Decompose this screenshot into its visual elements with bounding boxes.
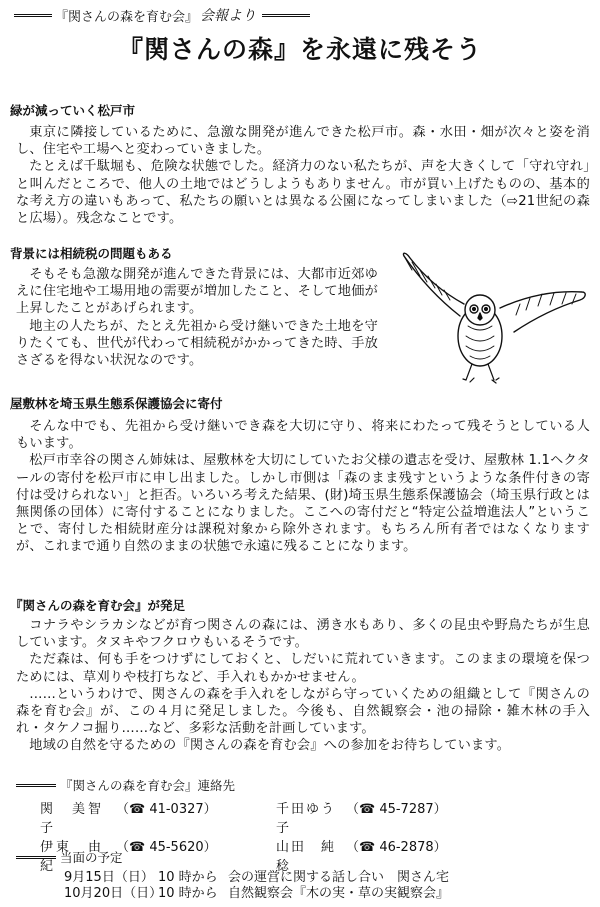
page-title: 『関さんの森』を永遠に残そう <box>117 35 482 64</box>
paragraph: そもそも急激な開発が進んできた背景には、大都市近郊ゆえに住宅地や工場用地の需要が増加したこと、そして地価が上昇したことがあげられます。 <box>16 267 378 317</box>
paragraph: 東京に隣接しているために、急激な開発が進んできた松戸市。森・水田・畑が次々と姿を消し、住宅や工場へと変わっていきました。 <box>16 125 590 158</box>
section-body-1 <box>16 124 590 227</box>
contact-name: 関 美智子 <box>40 802 105 836</box>
contact-name: 千田ゆう子 <box>276 802 337 836</box>
contact-row <box>40 800 580 838</box>
schedule-date: 10月20日（日） <box>64 886 163 901</box>
schedule-time: 10 時から <box>158 870 218 885</box>
header-org-name: 『関さんの森を育む会』 <box>55 9 199 25</box>
section-heading-3: 屋敷林を埼玉県生態系保護協会に寄付 <box>10 396 223 411</box>
header-rule-left <box>14 14 52 17</box>
contact-name: 伊東 由紀 <box>40 840 105 874</box>
section-body-4 <box>16 617 590 755</box>
section-heading-1: 緑が減っていく松戸市 <box>10 103 136 118</box>
schedule-row <box>64 870 594 886</box>
schedule-heading <box>16 848 123 866</box>
schedule-row <box>64 886 594 902</box>
paragraph: たとえば千駄堀も、危険な状態でした。経済力のない私たちが、声を大きくして「守れ守れ」と叫んだところで、他人の土地ではどうしようもありません。市が買い上げたものの、基本的な考え方の違いもあって、私たちの願いとは異なる公園になってしまいました（⇨21世紀の森と広場）。残念なことです。 <box>16 159 590 227</box>
paragraph: コナラやシラカシなどが育つ関さんの森には、湧き水もあり、多くの昆虫や野鳥たちが生息しています。タヌキやフクロウもいるそうです。 <box>16 618 590 651</box>
owl-icon <box>382 246 592 396</box>
paragraph: ……というわけで、関さんの森を手入れをしながら守っていくための組織として『関さんの森を育む会』が、この４月に発足しました。今後も、自然観察会・池の掃除・雑木林の手入れ・タケノコ掘り……など、多彩な活動を計画しています。 <box>16 686 590 737</box>
contact-phone: （☎ 41-0327） <box>116 802 217 817</box>
section-heading-2: 背景には相続税の問題もある <box>10 246 173 261</box>
section-body-3 <box>16 418 590 556</box>
schedule-date: 9月15日（日） <box>64 870 154 885</box>
schedule-event: 会の運営に関する話し合い 関さん宅 <box>228 870 450 885</box>
schedule-list <box>64 870 594 902</box>
contacts-heading <box>16 776 235 794</box>
paragraph: 松戸市幸谷の関さん姉妹は、屋敷林を大切にしていたお父様の遺志を受け、屋敷林 1.1ヘクタールの寄付を松戸市に申し出ました。しかし市側は「森のまま残すというような条件付きの寄付は受けられない」と拒否。いろいろ考えた結果、(財)埼玉県生態系保護協会（埼玉県行政とは無関係の団体）に寄付することになりました。ここへの寄付だと“特定公益増進法人”ということで、寄付した相続財産分は課税対象から除外されます。もちろん所有者ではなくなりますが、これまで通り自然のままの状態で永遠に残ることになります。 <box>16 453 590 555</box>
schedule-time: 10 時から <box>158 886 218 901</box>
divider <box>16 784 56 787</box>
contact-phone: （☎ 46-2878） <box>346 840 447 855</box>
schedule-heading-text: 当面の予定 <box>60 850 123 865</box>
section-heading-4: 『関さんの森を育む会』が発足 <box>10 598 186 613</box>
contacts-heading-text: 『関さんの森を育む会』連絡先 <box>60 778 236 793</box>
newsletter-header <box>14 6 594 24</box>
paragraph: ただ森は、何も手をつけずにしておくと、しだいに荒れていきます。このままの環境を保つためには、草刈りや枝打ちなど、手入れもかかせません。 <box>16 652 590 685</box>
header-suffix: 会報より <box>200 8 257 24</box>
contact-phone: （☎ 45-5620） <box>116 840 217 855</box>
schedule-event: 自然観察会『木の実・草の実観察会』 <box>228 886 450 901</box>
paragraph: そんな中でも、先祖から受け継いでき森を大切に守り、将来にわたって残そうとしている人もいます。 <box>16 419 590 452</box>
contact-phone: （☎ 45-7287） <box>346 802 447 817</box>
paragraph: 地域の自然を守るための『関さんの森を育む会』への参加をお待ちしています。 <box>29 738 511 754</box>
contact-name: 山田 純稔 <box>276 840 337 874</box>
paragraph: 地主の人たちが、たとえ先祖から受け継いできた土地を守りたくても、世代が代わって相続税がかかってきた時、手放さざるを得ない状況なのです。 <box>16 318 378 369</box>
divider <box>16 856 56 859</box>
section-body-2 <box>16 266 378 369</box>
header-rule-right <box>262 14 310 17</box>
